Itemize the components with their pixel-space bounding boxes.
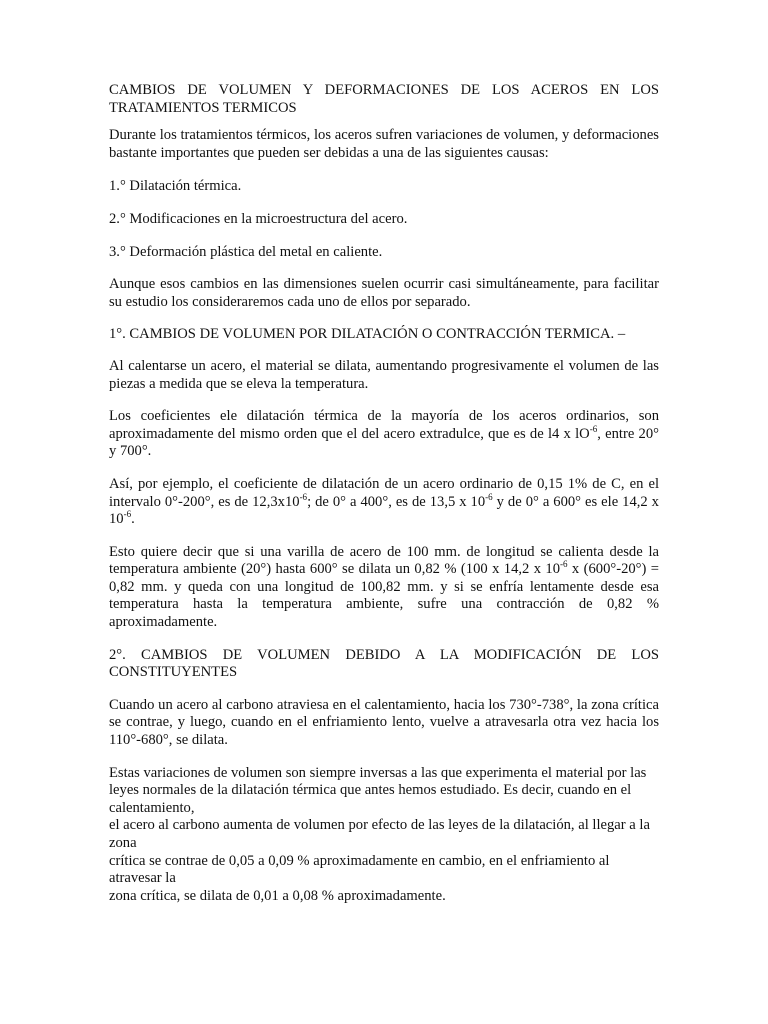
section-1-paragraph-2 xyxy=(109,408,659,461)
coefficient-text: Los coeficientes ele dilatación térmica de la mayoría de los aceros ordinarios, son aproximadamente del mismo orden que el del acero extradulce, que es de l4 x lO xyxy=(109,408,659,442)
section-2-line-1: Estas variaciones de volumen son siempre inversas a las que experimenta el material por las leyes normales de la dilatación térmica que antes hemos estudiado. Es decir, cuando en el calentamiento, xyxy=(109,764,647,816)
temperature-range-text: , entre 20° y 700°. xyxy=(109,425,659,460)
section-2-paragraph-1: Cuando un acero al carbono atraviesa en el calentamiento, hacia los 730°-738°, la zona crítica se contrae, y luego, cuando en el enfriamiento lento, vuelve a atravesarla otra vez hacia los 110°-680°, se dilata. xyxy=(109,696,659,749)
document-page xyxy=(109,82,659,905)
section-1-paragraph-1: Al calentarse un acero, el material se dilata, aumentando progresivamente el volumen de las piezas a medida que se eleva la temperatura. xyxy=(109,357,659,392)
exponent-superscript: -6 xyxy=(123,509,132,520)
example-text-1: Así, por ejemplo, el coeficiente de dilatación de un acero ordinario de 0,15 1% de C, en el intervalo 0°-200°, es de 12,3x10 xyxy=(109,475,659,510)
section-2-line-3: crítica se contrae de 0,05 a 0,09 % aproximadamente en cambio, en el enfriamiento al atravesar la xyxy=(109,852,610,887)
section-2-line-4: zona crítica, se dilata de 0,01 a 0,08 % aproximadamente. xyxy=(109,887,446,904)
section-2-heading: 2°. CAMBIOS DE VOLUMEN DEBIDO A LA MODIFICACIÓN DE LOS CONSTITUYENTES xyxy=(109,646,659,681)
cause-item-3: 3.° Deformación plástica del metal en caliente. xyxy=(109,243,383,260)
exponent-superscript: -6 xyxy=(299,491,308,502)
cause-item-1: 1.° Dilatación térmica. xyxy=(109,178,242,195)
example-text-2: ; de 0° a 400°, es de 13,5 x 10 xyxy=(307,493,486,510)
rod-example-text-2: x (600°-20°) = 0,82 mm. y queda con una longitud de 100,82 mm. y si se enfría lentamente desde esa temperatura hasta la temperatura ambiente, sufre una contracción de 0,82 % aproximadamente. xyxy=(109,561,659,631)
example-text-3: y de 0° a 600° es ele 14,2 x 10 xyxy=(109,493,659,528)
section-1-paragraph-4 xyxy=(109,544,659,632)
intro-paragraph: Durante los tratamientos térmicos, los aceros sufren variaciones de volumen, y deformaciones bastante importantes que pueden ser debidas a una de las siguientes causas: xyxy=(109,127,659,161)
exponent-superscript: -6 xyxy=(589,423,598,434)
rod-example-text-1: Esto quiere decir que si una varilla de acero de 100 mm. de longitud se calienta desde la temperatura ambiente (20°) hasta 600° se dilata un 0,82 % (100 x 14,2 x 10 xyxy=(109,543,659,578)
section-2-paragraph-2 xyxy=(109,765,659,906)
example-text-4: . xyxy=(131,511,135,528)
section-2-line-2: el acero al carbono aumenta de volumen por efecto de las leyes de la dilatación, al llegar a la zona xyxy=(109,817,650,851)
exponent-superscript: -6 xyxy=(485,491,493,502)
cause-item-2: 2.° Modificaciones en la microestructura del acero. xyxy=(109,210,408,227)
exponent-superscript: -6 xyxy=(560,559,568,570)
document-title: CAMBIOS DE VOLUMEN Y DEFORMACIONES DE LOS ACEROS EN LOS TRATAMIENTOS TERMICOS xyxy=(109,82,659,116)
simultaneous-paragraph: Aunque esos cambios en las dimensiones suelen ocurrir casi simultáneamente, para facilitar su estudio los consideraremos cada uno de ellos por separado. xyxy=(109,276,659,310)
section-1-heading: 1°. CAMBIOS DE VOLUMEN POR DILATACIÓN O CONTRACCIÓN TERMICA. – xyxy=(109,326,626,343)
section-1-paragraph-3 xyxy=(109,476,659,529)
